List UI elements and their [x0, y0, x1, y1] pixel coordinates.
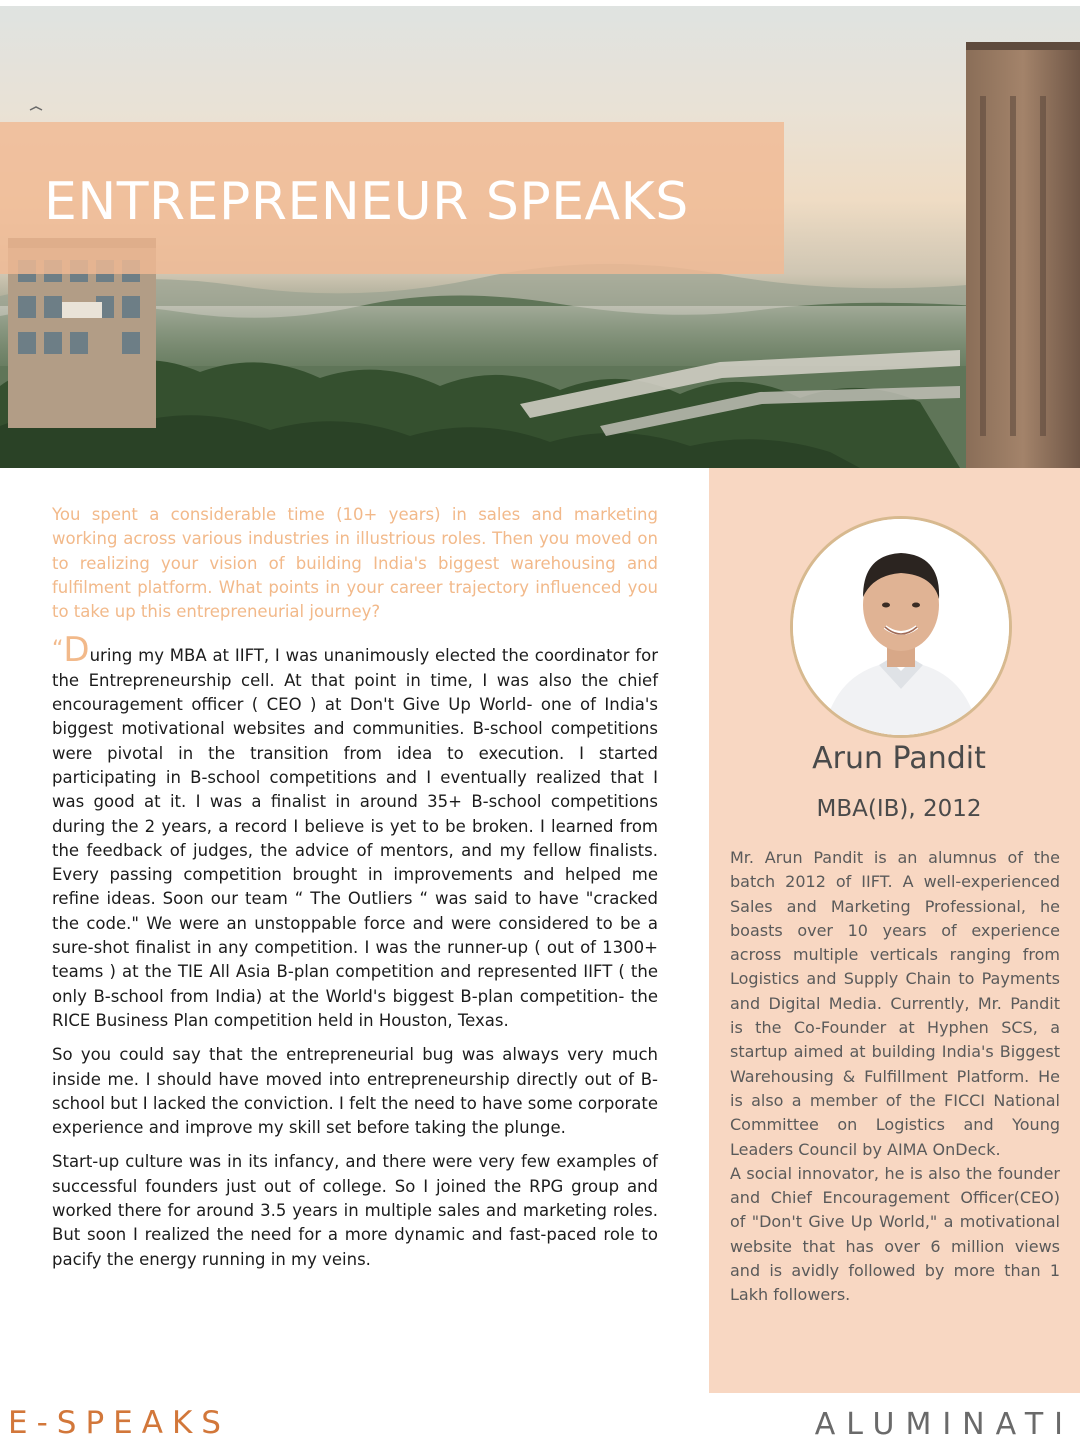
- profile-bio: [730, 846, 1060, 1308]
- footer-brand-aluminati: ALUMINATI: [814, 1407, 1074, 1442]
- drop-cap: D: [63, 630, 90, 671]
- profile-degree: MBA(IB), 2012: [816, 796, 982, 822]
- hero-banner: [0, 6, 1080, 468]
- title-banner: [0, 122, 784, 274]
- interview-question: You spent a considerable time (10+ years) in sales and marketing working across various industries in illustrious roles. Then you moved on to realizing your vision of building India's biggest warehousing and fulfilment platform. What points in your career trajectory influenced you to take up this entrepreneurial journey?: [52, 505, 658, 622]
- bio-paragraph-1: Mr. Arun Pandit is an alumnus of the batch 2012 of IIFT. A well-experienced Sales and Marketing Professional, he boasts over 10 years of experience across multiple verticals ranging from Logistics and Supply Chain to Payments and Digital Media. Currently, Mr. Pandit is the Co-Founder at Hyphen SCS, a startup aimed at building India's Biggest Warehousing & Fulfillment Platform. He is also a member of the FICCI National Committee on Logistics and Young Leaders Council by AIMA OnDeck.: [730, 848, 1060, 1159]
- interview-answer: [52, 630, 658, 1271]
- profile-panel: [709, 468, 1080, 1393]
- answer-paragraph-1-text: uring my MBA at IIFT, I was unanimously elected the coordinator for the Entrepreneurship cell. At that point in time, I was also the chief encouragement officer ( CEO ) at Don't Give Up World- one of India's biggest motivational websites and communities. B-school competitions were pivotal in the transition from idea to execution. I started participating in B-school competitions and I eventually realized that I was good at it. I was a finalist in around 35+ B-school competitions during the 2 years, a record I believe is yet to be broken. I learned from the feedback of judges, the advice of mentors, and my fellow finalists. Every passing competition brought in improvements and helped me refine ideas. Soon our team “ The Outliers “ was said to have "cracked the code." We were an unstoppable force and were considered to be a sure-shot finalist in any competition. I was the runner-up ( out of 1300+ teams ) at the TIE All Asia B-plan competition and represented IIFT ( the only B-school from India) at the World's biggest B-plan competition- the RICE Business Plan competition held in Houston, Texas.: [52, 646, 658, 1030]
- footer-brand-espeaks: E-SPEAKS: [8, 1405, 230, 1441]
- bio-paragraph-2: A social innovator, he is also the founder and Chief Encouragement Officer(CEO) of "Don't Give Up World," a motivational website that has over 6 million views and is avidly followed by more than 1 Lakh followers.: [730, 1163, 1060, 1305]
- answer-paragraph-2: So you could say that the entrepreneurial bug was always very much inside me. I should have moved into entrepreneurship directly out of B-school but I lacked the conviction. I felt the need to have some corporate experience and improve my skill set before taking the plunge.: [52, 1045, 658, 1138]
- page-title: ENTREPRENEUR SPEAKS: [44, 172, 689, 232]
- answer-paragraph-3: Start-up culture was in its infancy, and there were very few examples of successful founders just out of college. So I joined the RPG group and worked there for around 3.5 years in multiple sales and marketing roles. But soon I realized the need for a more dynamic and fast-paced role to pacify the energy running in my veins.: [52, 1152, 658, 1269]
- person-portrait-illustration: [793, 519, 1009, 735]
- open-quote-mark: “: [52, 637, 64, 663]
- answer-paragraph-1: [52, 630, 658, 1033]
- profile-photo: [790, 516, 1012, 738]
- interview-column: [52, 503, 658, 1282]
- profile-name: Arun Pandit: [812, 741, 986, 776]
